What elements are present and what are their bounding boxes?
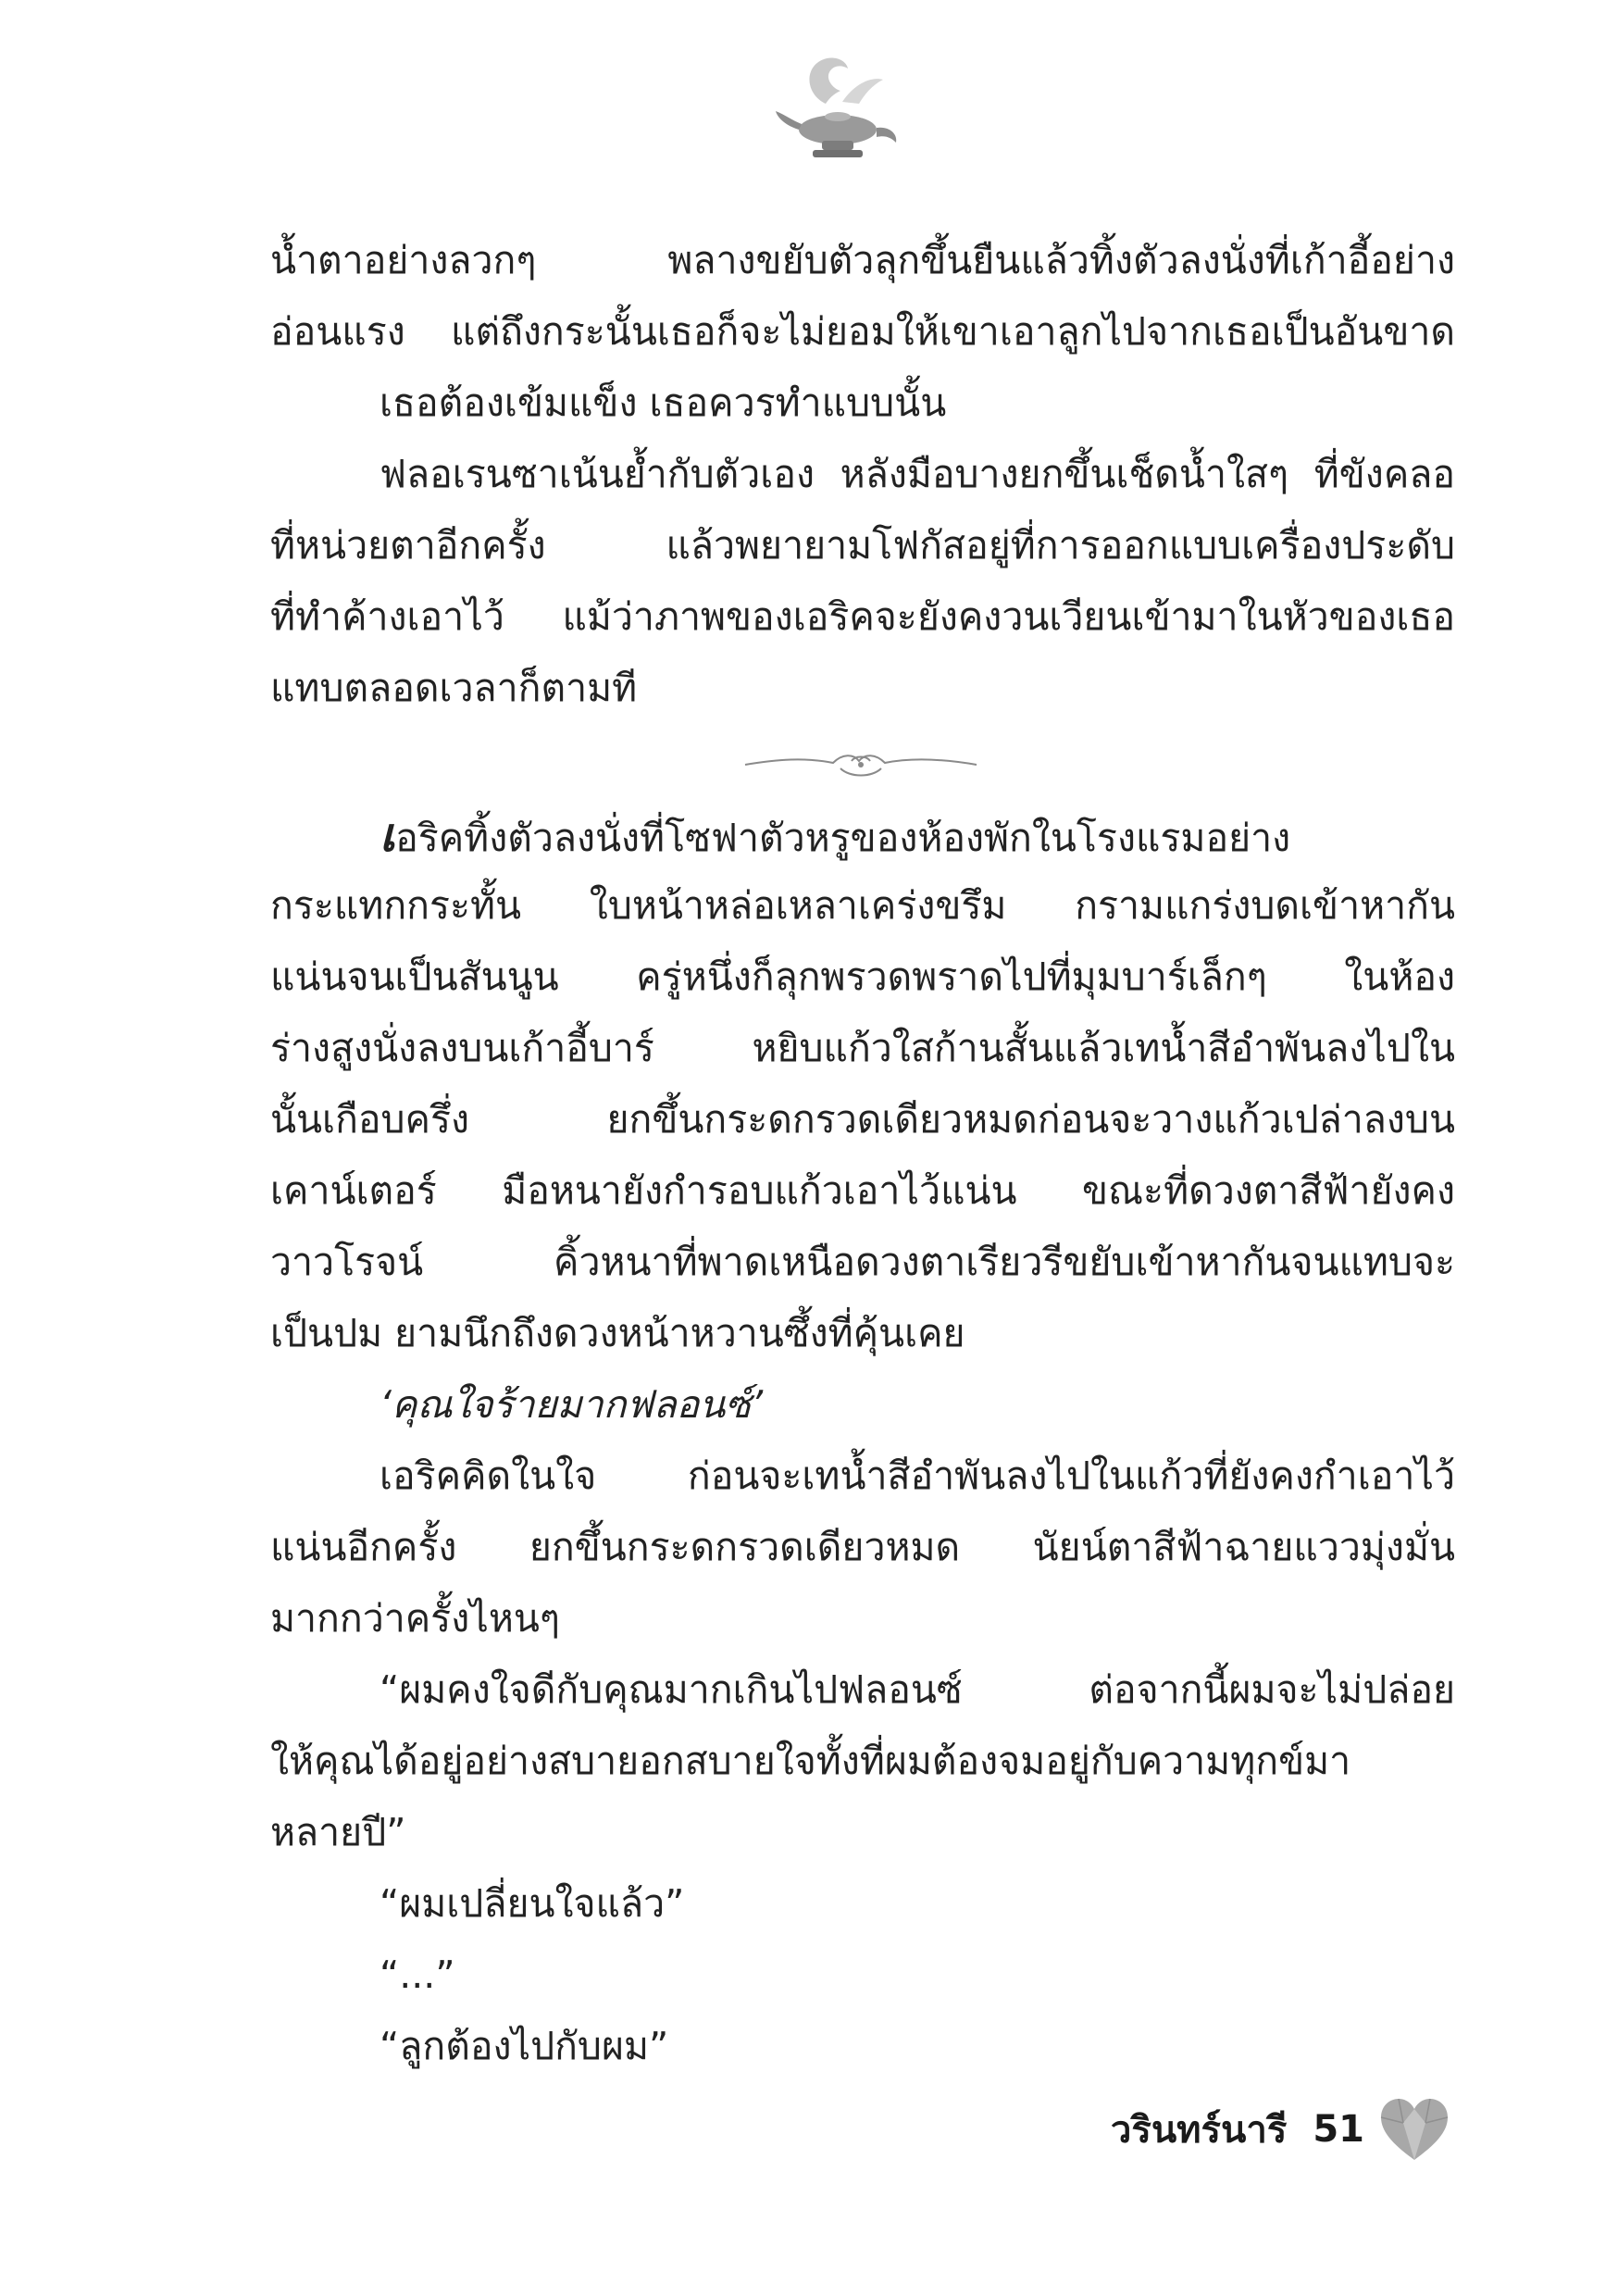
text-line: ให้คุณได้อยู่อย่างสบายอกสบายใจทั้งที่ผมต้องจมอยู่กับความทุกข์มา	[270, 1739, 1351, 1783]
text-line: ที่หน่วยตาอีกครั้ง แล้วพยายามโฟกัสอยู่ที่การออกแบบเครื่องประดับ	[270, 523, 1455, 568]
text-line: วาวโรจน์ คิ้วหนาที่พาดเหนือดวงตาเรียวรีขยับเข้าหากันจนแทบจะ	[270, 1240, 1455, 1284]
text-line: ร่างสูงนั่งลงบนเก้าอี้บาร์ หยิบแก้วใสก้านสั้นแล้วเทน้ำสีอำพันลงไปใน	[270, 1026, 1455, 1070]
text-line: นั้นเกือบครึ่ง ยกขึ้นกระดกรวดเดียวหมดก่อนจะวางแก้วเปล่าลงบน	[270, 1097, 1455, 1142]
text-line: น้ำตาอย่างลวกๆ พลางขยับตัวลุกขึ้นยืนแล้วทิ้งตัวลงนั่งที่เก้าอี้อย่าง	[270, 238, 1455, 282]
page-number: 51	[1313, 2108, 1364, 2151]
paragraph-block-1	[270, 225, 1455, 724]
text-line: อ่อนแรง แต่ถึงกระนั้นเธอก็จะไม่ยอมให้เขาเอาลูกไปจากเธอเป็นอันขาด	[270, 309, 1455, 354]
page-footer	[1111, 2083, 1451, 2176]
text-line: เป็นปม ยามนึกถึงดวงหน้าหวานซึ้งที่คุ้นเคย	[270, 1311, 965, 1355]
text-line-italic: ‘คุณใจร้ายมากฟลอนซ์’	[380, 1382, 764, 1427]
text-line: “ผมเปลี่ยนใจแล้ว”	[380, 1881, 685, 1926]
text-line: “ลูกต้องไปกับผม”	[380, 2024, 669, 2068]
first-line-text: อริคทิ้งตัวลงนั่งที่โซฟาตัวหรูของห้องพักในโรงแรมอย่าง	[395, 816, 1291, 860]
text-line: มากกว่าครั้งไหนๆ	[270, 1596, 560, 1641]
text-line: เธอต้องเข้มแข็ง เธอควรทำแบบนั้น	[380, 381, 947, 425]
text-line: เคาน์เตอร์ มือหนายังกำรอบแก้วเอาไว้แน่น ขณะที่ดวงตาสีฟ้ายังคง	[270, 1168, 1455, 1213]
text-line: ที่ทำค้างเอาไว้ แม้ว่าภาพของเอริคจะยังคงวนเวียนเข้ามาในหัวของเธอ	[270, 594, 1455, 639]
paragraph-block-2	[270, 799, 1455, 2082]
text-line: กระแทกกระทั้น ใบหน้าหล่อเหลาเคร่งขรึม กรามแกร่งบดเข้าหากัน	[270, 883, 1455, 928]
text-line: แน่นจนเป็นสันนูน ครู่หนึ่งก็ลุกพรวดพราดไปที่มุมบาร์เล็กๆ ในห้อง	[270, 955, 1455, 999]
ornament-divider-icon	[741, 741, 981, 787]
heart-gem-icon	[1377, 2095, 1451, 2164]
text-line: ฟลอเรนซาเน้นย้ำกับตัวเอง หลังมือบางยกขึ้นเช็ดน้ำใสๆ ที่ขังคลอ	[380, 452, 1455, 496]
text-line: “...”	[380, 1953, 455, 1997]
text-line-first	[270, 799, 1455, 870]
text-line: หลายปี”	[270, 1810, 406, 1854]
book-title: วรินทร์นารี	[1110, 2109, 1288, 2152]
text-line: แน่นอีกครั้ง ยกขึ้นกระดกรวดเดียวหมด นัยน์ตาสีฟ้าฉายแววมุ่งมั่น	[270, 1525, 1455, 1569]
text-line: เอริคคิดในใจ ก่อนจะเทน้ำสีอำพันลงไปในแก้วที่ยังคงกำเอาไว้	[380, 1454, 1455, 1498]
text-line: แทบตลอดเวลาก็ตามที	[270, 666, 638, 710]
drop-cap: เ	[380, 807, 396, 862]
text-line: “ผมคงใจดีกับคุณมากเกินไปฟลอนซ์ ต่อจากนี้ผมจะไม่ปล่อย	[380, 1667, 1455, 1712]
genie-lamp-icon	[768, 48, 907, 168]
